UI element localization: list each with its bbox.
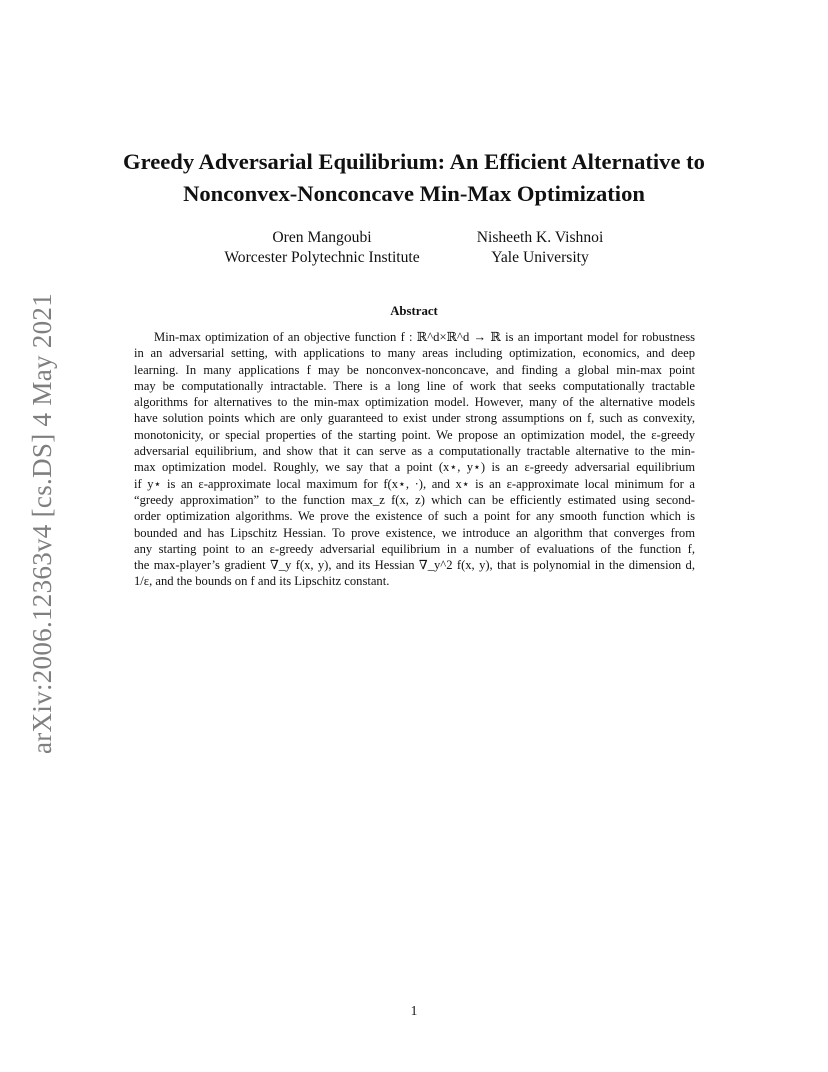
abstract-line: adversarial equilibrium, and show that it can serve as a computationally tractable alternative to the min- (134, 444, 695, 459)
abstract-line: in an adversarial setting, with applications to many areas including optimization, economics, and deep (134, 346, 695, 361)
abstract-line: learning. In many applications f may be nonconvex-nonconcave, and finding a global min-max point (134, 362, 695, 377)
author-affiliation: Worcester Polytechnic Institute (224, 248, 420, 266)
author-block-2 (440, 228, 640, 267)
abstract-line: “greedy approximation” to the function max_z f(x, z) which can be efficiently estimated using second- (134, 492, 695, 507)
page-number: 1 (410, 1003, 418, 1018)
abstract-line: algorithms for alternatives to the min-max optimization model. However, many of the alternative models (134, 395, 695, 410)
abstract-line: bounded and has Lipschitz Hessian. To prove existence, we introduce an algorithm that converges from (134, 525, 695, 540)
abstract-line: 1/ε, and the bounds on f and its Lipschitz constant. (134, 574, 390, 589)
abstract-line: monotonicity, or special properties of the starting point. We propose an optimization model, the ε-greedy (134, 427, 695, 442)
abstract-line: the max-player’s gradient ∇_y f(x, y), and its Hessian ∇_y^2 f(x, y), that is polynomial in the dimension d, (134, 558, 695, 573)
paper-title-line-1: Greedy Adversarial Equilibrium: An Efficient Alternative to (123, 149, 705, 174)
arxiv-identifier-stamp (4, 288, 82, 758)
abstract-line: any starting point to an ε-greedy adversarial equilibrium in a number of evaluations of the function f, (134, 541, 695, 556)
abstract-line: Min-max optimization of an objective function f : ℝ^d×ℝ^d → ℝ is an important model for robustness (154, 330, 695, 344)
author-block-1 (212, 228, 432, 267)
author-affiliation: Yale University (491, 248, 589, 266)
paper-title-line-2: Nonconvex-Nonconcave Min-Max Optimization (183, 181, 645, 206)
author-name: Nisheeth K. Vishnoi (476, 229, 604, 246)
abstract-line: order optimization algorithms. We prove the existence of such a point for any smooth function which is (134, 509, 695, 524)
author-name: Oren Mangoubi (272, 229, 372, 246)
abstract-line: have solution points which are only guaranteed to exist under strong assumptions on f, such as convexity, (134, 411, 695, 426)
abstract-line: max optimization model. Roughly, we say that a point (x⋆, y⋆) is an ε-greedy adversarial equilibrium (134, 460, 695, 475)
abstract-heading: Abstract (390, 304, 438, 318)
paper-title (60, 146, 768, 210)
abstract-body (134, 329, 695, 590)
abstract-line: if y⋆ is an ε-approximate local maximum for f(x⋆, ·), and x⋆ is an ε-approximate local minimum for a (134, 476, 695, 491)
arxiv-identifier-text: arXiv:2006.12363v4 [cs.DS] 4 May 2021 (27, 292, 58, 754)
abstract-line: may be computationally intractable. There is a long line of work that seeks computationally tractable (134, 378, 695, 393)
